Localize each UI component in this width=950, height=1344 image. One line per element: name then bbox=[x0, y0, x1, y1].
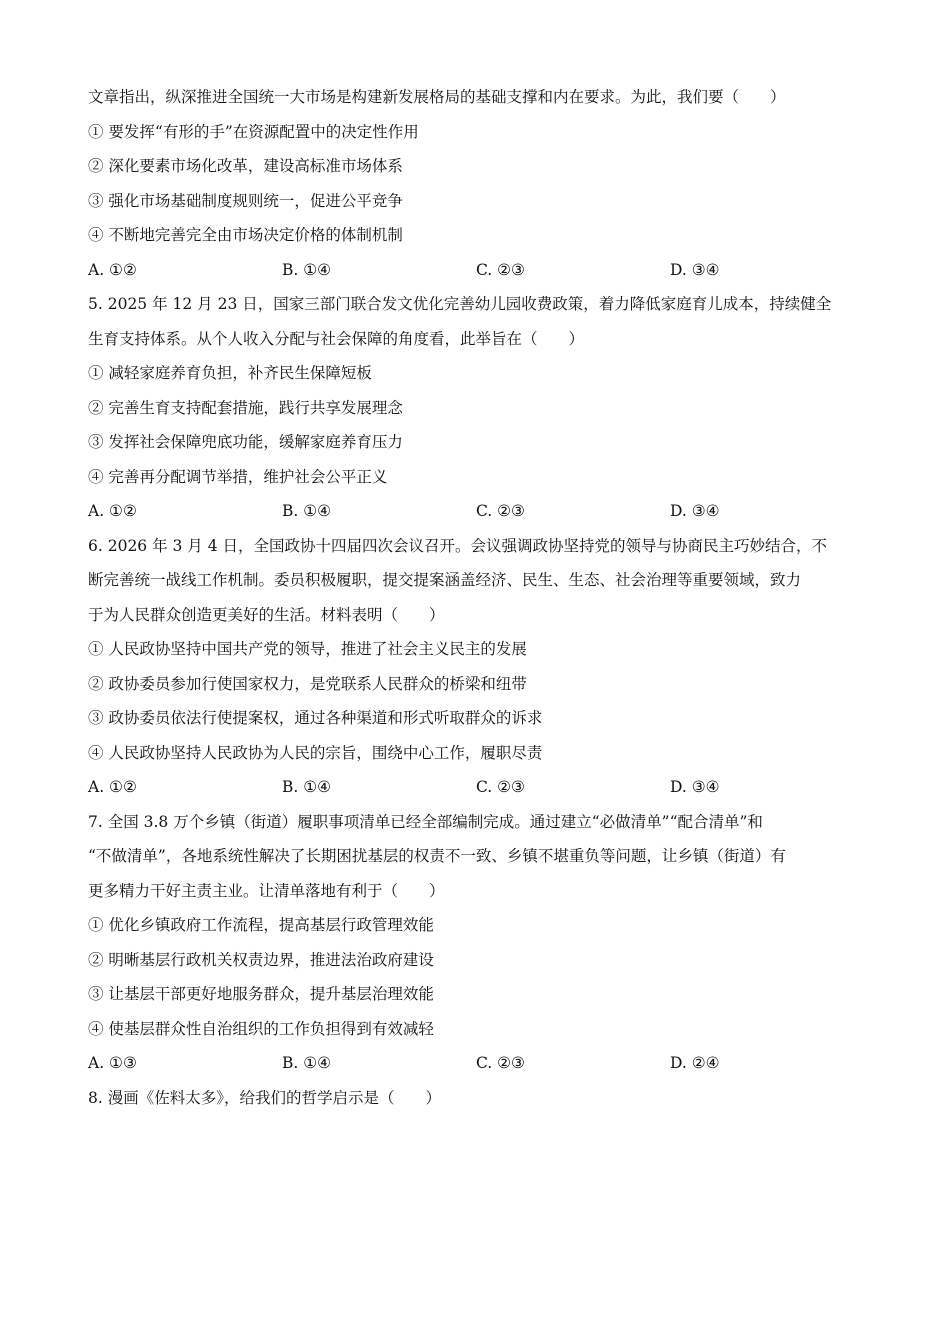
option-a[interactable]: A. ①② bbox=[88, 778, 137, 796]
question-stem: 断完善统一战线工作机制。委员积极履职，提交提案涵盖经济、民生、生态、社会治理等重要领域，致力 bbox=[88, 571, 802, 589]
exam-page bbox=[88, 80, 878, 1115]
answer-options bbox=[88, 494, 878, 529]
option-d[interactable]: D. ③④ bbox=[670, 260, 720, 279]
statement-2: ② 完善生育支持配套措施，践行共享发展理念 bbox=[88, 398, 403, 417]
statement-2: ② 深化要素市场化改革，建设高标准市场体系 bbox=[88, 157, 403, 175]
option-c[interactable]: C. ②③ bbox=[476, 1054, 525, 1072]
option-b[interactable]: B. ①④ bbox=[282, 260, 332, 279]
option-b[interactable]: B. ①④ bbox=[282, 778, 332, 796]
question-stem: 于为人民群众创造更美好的生活。材料表明（ ） bbox=[88, 605, 445, 624]
statement-3: ③ 发挥社会保障兜底功能，缓解家庭养育压力 bbox=[88, 433, 403, 451]
statement-3: ③ 强化市场基础制度规则统一，促进公平竞争 bbox=[88, 191, 403, 210]
statement-4: ④ 不断地完善完全由市场决定价格的体制机制 bbox=[88, 226, 403, 244]
question-stem: 生育支持体系。从个人收入分配与社会保障的角度看，此举旨在（ ） bbox=[88, 329, 585, 348]
question-stem: 6. 2026 年 3 月 4 日，全国政协十四届四次会议召开。会议强调政协坚持党的领导与协商民主巧妙结合，不 bbox=[88, 536, 828, 555]
answer-options bbox=[88, 1046, 878, 1081]
option-b[interactable]: B. ①④ bbox=[282, 502, 332, 520]
statement-4: ④ 人民政协坚持人民政协为人民的宗旨，围绕中心工作，履职尽责 bbox=[88, 743, 543, 762]
question-5 bbox=[88, 287, 878, 529]
option-d[interactable]: D. ②④ bbox=[670, 1054, 720, 1072]
option-a[interactable]: A. ①③ bbox=[88, 1054, 137, 1072]
statement-3: ③ 政协委员依法行使提案权，通过各种渠道和形式听取群众的诉求 bbox=[88, 709, 543, 727]
question-stem: “不做清单”，各地系统性解决了长期困扰基层的权责不一致、乡镇不堪重负等问题，让乡镇（街道）有 bbox=[88, 847, 786, 865]
statement-4: ④ 使基层群众性自治组织的工作负担得到有效减轻 bbox=[88, 1019, 434, 1038]
answer-options bbox=[88, 253, 878, 288]
statement-1: ① 人民政协坚持中国共产党的领导，推进了社会主义民主的发展 bbox=[88, 640, 527, 658]
statement-3: ③ 让基层干部更好地服务群众，提升基层治理效能 bbox=[88, 985, 434, 1003]
option-c[interactable]: C. ②③ bbox=[476, 778, 525, 796]
statement-2: ② 明晰基层行政机关权责边界，推进法治政府建设 bbox=[88, 950, 434, 969]
option-c[interactable]: C. ②③ bbox=[476, 502, 525, 520]
statement-1: ① 要发挥“有形的手”在资源配置中的决定性作用 bbox=[88, 122, 419, 141]
question-7 bbox=[88, 805, 878, 1081]
option-b[interactable]: B. ①④ bbox=[282, 1054, 332, 1072]
statement-1: ① 优化乡镇政府工作流程，提高基层行政管理效能 bbox=[88, 916, 434, 934]
statement-1: ① 减轻家庭养育负担，补齐民生保障短板 bbox=[88, 364, 372, 382]
statement-2: ② 政协委员参加行使国家权力，是党联系人民群众的桥梁和纽带 bbox=[88, 674, 527, 693]
option-a[interactable]: A. ①② bbox=[88, 260, 137, 279]
question-stem: 文章指出，纵深推进全国统一大市场是构建新发展格局的基础支撑和内在要求。为此，我们要（ ） bbox=[88, 88, 786, 106]
option-c[interactable]: C. ②③ bbox=[476, 260, 525, 279]
question-4 bbox=[88, 80, 878, 287]
question-stem: 5. 2025 年 12 月 23 日，国家三部门联合发文优化完善幼儿园收费政策，着力降低家庭育儿成本，持续健全 bbox=[88, 295, 832, 313]
question-6 bbox=[88, 529, 878, 805]
question-stem: 更多精力干好主责主业。让清单落地有利于（ ） bbox=[88, 881, 445, 900]
question-stem: 8. 漫画《佐料太多》，给我们的哲学启示是（ ） bbox=[88, 1088, 441, 1107]
option-d[interactable]: D. ③④ bbox=[670, 502, 720, 520]
question-stem: 7. 全国 3.8 万个乡镇（街道）履职事项清单已经全部编制完成。通过建立“必做清单”“配合清单”和 bbox=[88, 812, 763, 831]
option-a[interactable]: A. ①② bbox=[88, 502, 137, 520]
option-d[interactable]: D. ③④ bbox=[670, 778, 720, 796]
answer-options bbox=[88, 770, 878, 805]
statement-4: ④ 完善再分配调节举措，维护社会公平正义 bbox=[88, 467, 388, 486]
question-8 bbox=[88, 1081, 878, 1116]
